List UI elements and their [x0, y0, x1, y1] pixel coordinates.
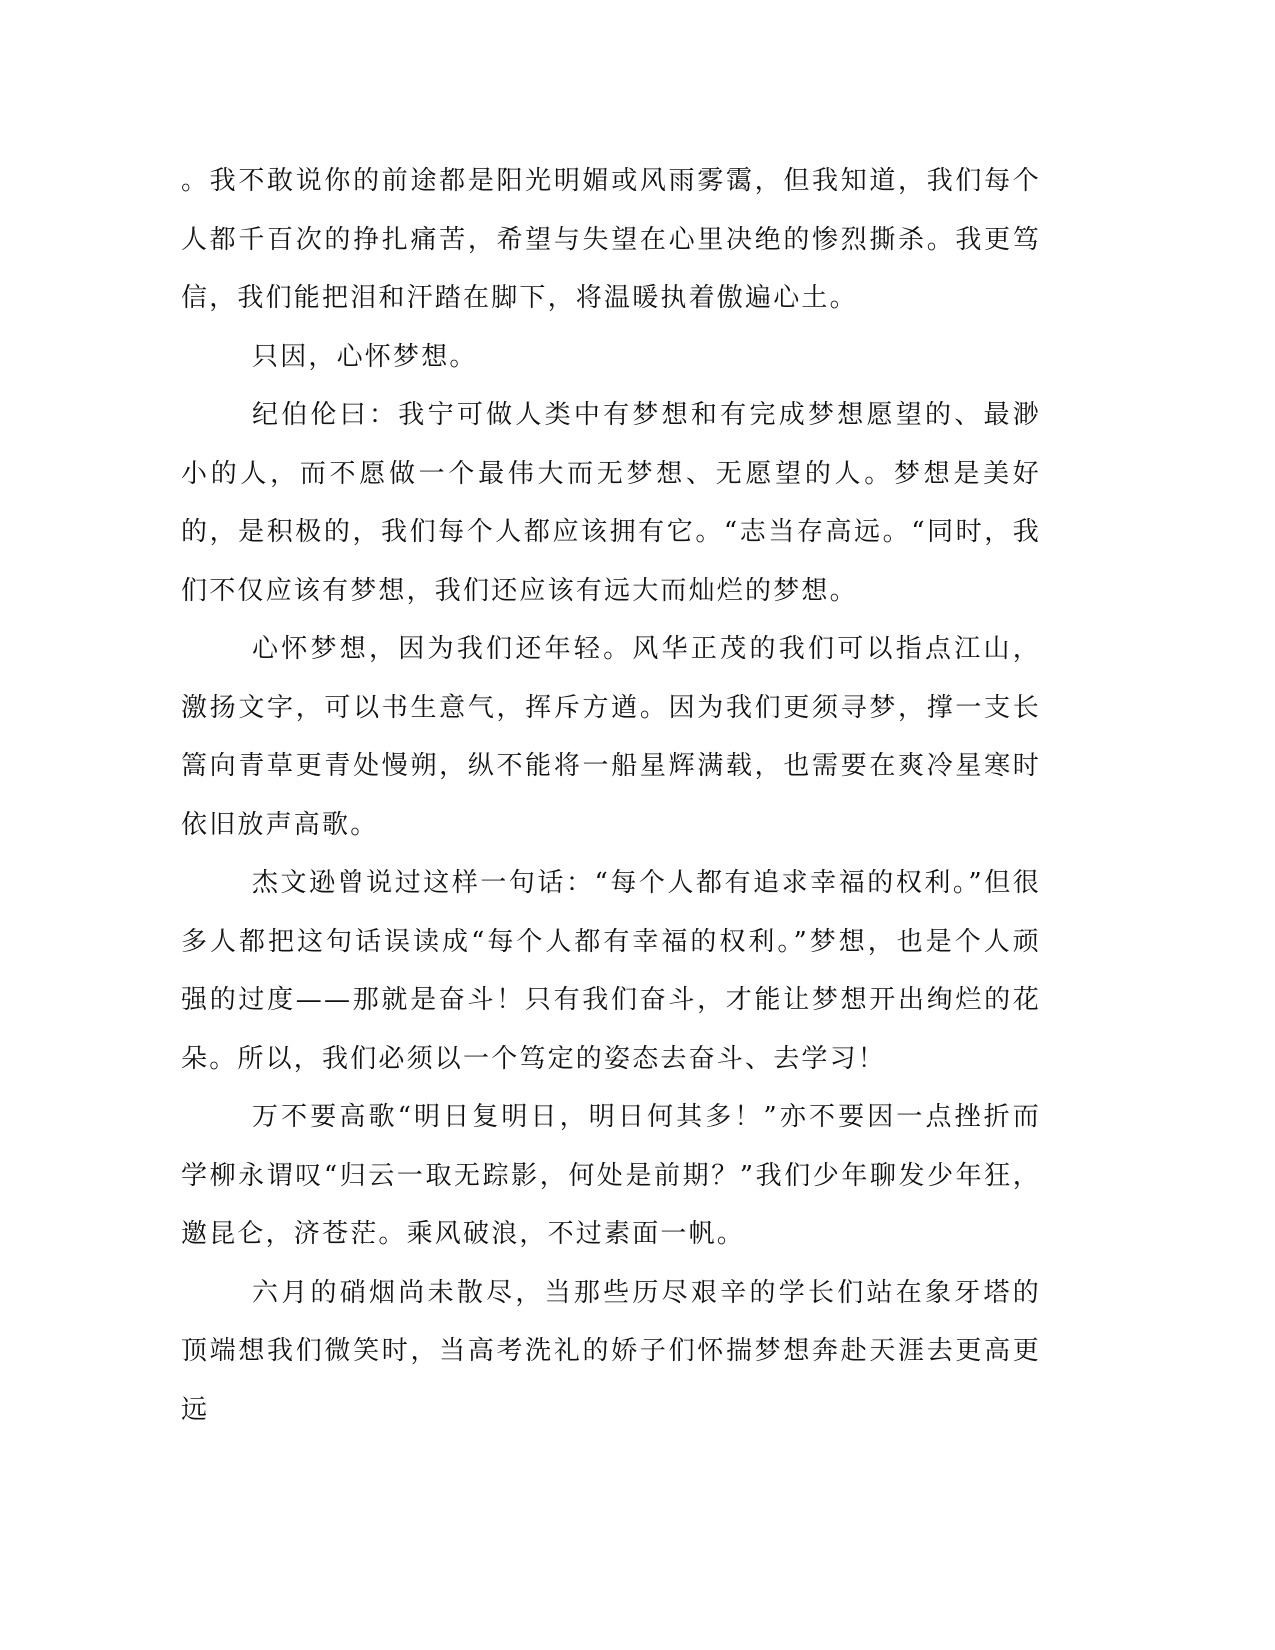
paragraph-1: 。我不敢说你的前途都是阳光明媚或风雨雾霭，但我知道，我们每个人都千百次的挣扎痛苦，希望与失望在心里决绝的惨烈撕杀。我更笃信，我们能把泪和汗踏在脚下，将温暖执着傲遍心土。 — [181, 166, 1041, 313]
paragraph-6: 万不要高歌“明日复明日，明日何其多！”亦不要因一点挫折而学柳永谓叹“归云一取无踪影，何处是前期？”我们少年聊发少年狂，邀昆仑，济苍茫。乘风破浪，不过素面一帆。 — [181, 1102, 1041, 1249]
document-body — [181, 152, 1041, 1439]
paragraph-5: 杰文逊曾说过这样一句话：“每个人都有追求幸福的权利。”但很多人都把这句话误读成“每个人都有幸福的权利。”梦想，也是个人顽强的过度——那就是奋斗！只有我们奋斗，才能让梦想开出绚烂的花朵。所以，我们必须以一个笃定的姿态去奋斗、去学习！ — [181, 868, 1041, 1074]
paragraph-2: 只因，心怀梦想。 — [252, 341, 478, 372]
paragraph-3: 纪伯伦曰：我宁可做人类中有梦想和有完成梦想愿望的、最渺小的人，而不愿做一个最伟大而无梦想、无愿望的人。梦想是美好的，是积极的，我们每个人都应该拥有它。“志当存高远。“同时，我们不仅应该有梦想，我们还应该有远大而灿烂的梦想。 — [181, 400, 1041, 606]
paragraph-7: 六月的硝烟尚未散尽，当那些历尽艰辛的学长们站在象牙塔的顶端想我们微笑时，当高考洗礼的娇子们怀揣梦想奔赴天涯去更高更远 — [181, 1277, 1041, 1425]
paragraph-4: 心怀梦想，因为我们还年轻。风华正茂的我们可以指点江山，激扬文字，可以书生意气，挥斥方遒。因为我们更须寻梦，撑一支长篙向青草更青处慢朔，纵不能将一船星辉满载，也需要在爽冷星寒时依旧放声高歌。 — [181, 634, 1041, 840]
